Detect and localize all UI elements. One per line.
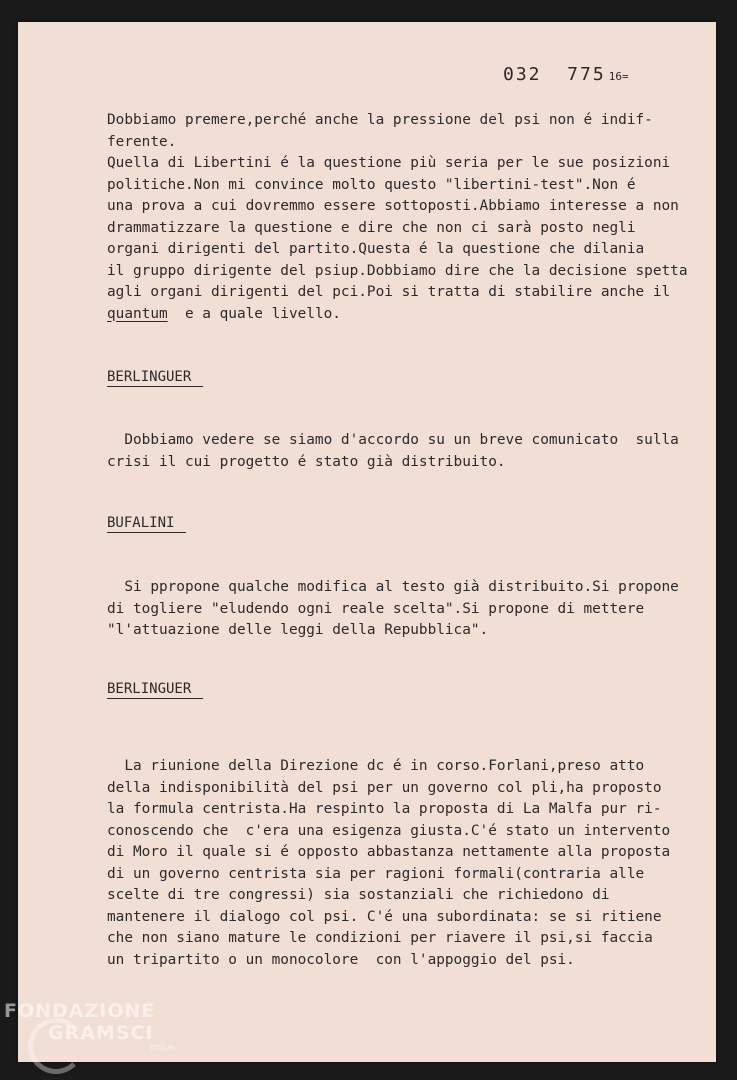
speaker-heading-berlinguer-2: BERLINGUER bbox=[107, 680, 203, 699]
paragraph-opening-text: Dobbiamo premere,perché anche la pressione del psi non é indif- ferente. Quella di Libertini é la questione più seria per le sue posizioni politiche.Non mi convince molto questo "libertini-test".Non é una prova a cui dovremmo essere sottoposti.Abbiamo interesse a non drammatizzare la questione e dire che non ci sarà posto negli organi dirigenti del partito.Questa é la questione che dilania il gruppo dirigente del psiup.Dobbiamo dire che la decisione spetta agli organi dirigenti del pci.Poi si tratta di stabilire anche il bbox=[107, 112, 688, 300]
archive-reference bbox=[503, 64, 629, 85]
speaker-heading-berlinguer-1: BERLINGUER bbox=[107, 368, 203, 387]
watermark-logo bbox=[4, 1000, 174, 1053]
paragraph-opening bbox=[107, 110, 687, 325]
paragraph-direzione-dc: La riunione della Direzione dc é in corso.Forlani,preso atto della indisponibilità del psi per un governo col pli,ha proposto la formula centrista.Ha respinto la proposta di La Malfa pur ri- conoscendo che c'era una esigenza giusta.C'é stato un intervento di Moro il quale si é opposto abbastanza nettamente alla proposta di un governo centrista sia per ragioni formali(contraria alle scelte di tre congressi) sia sostanziali che richiedono di mantenere il dialogo col psi. C'é una subordinata: se si ritiene che non siano mature le condizioni per riavere il psi,si faccia un tripartito o un monocolore con l'appoggio del psi. bbox=[107, 758, 671, 968]
reference-number: 032 775 bbox=[503, 64, 606, 85]
underlined-word: quantum bbox=[107, 305, 168, 322]
paragraph-modifications: Si ppropone qualche modifica al testo già distribuito.Si propone di togliere "eludendo ogni reale scelta".Si propone di mettere "l'attuazione delle leggi della Repubblica". bbox=[107, 579, 679, 638]
watermark-line3: onlus bbox=[150, 1043, 175, 1053]
paragraph-opening-end: e a quale livello. bbox=[167, 305, 341, 322]
paper-sheet bbox=[18, 22, 716, 1062]
watermark-line1: FONDAZIONE bbox=[4, 1000, 156, 1022]
paragraph-communique: Dobbiamo vedere se siamo d'accordo su un breve comunicato sulla crisi il cui progetto é stato già distribuito. bbox=[107, 432, 679, 470]
reference-suffix: 16= bbox=[608, 70, 629, 83]
speaker-heading-bufalini: BUFALINI bbox=[107, 514, 186, 533]
watermark-line2: GRAMSCI bbox=[48, 1022, 154, 1044]
